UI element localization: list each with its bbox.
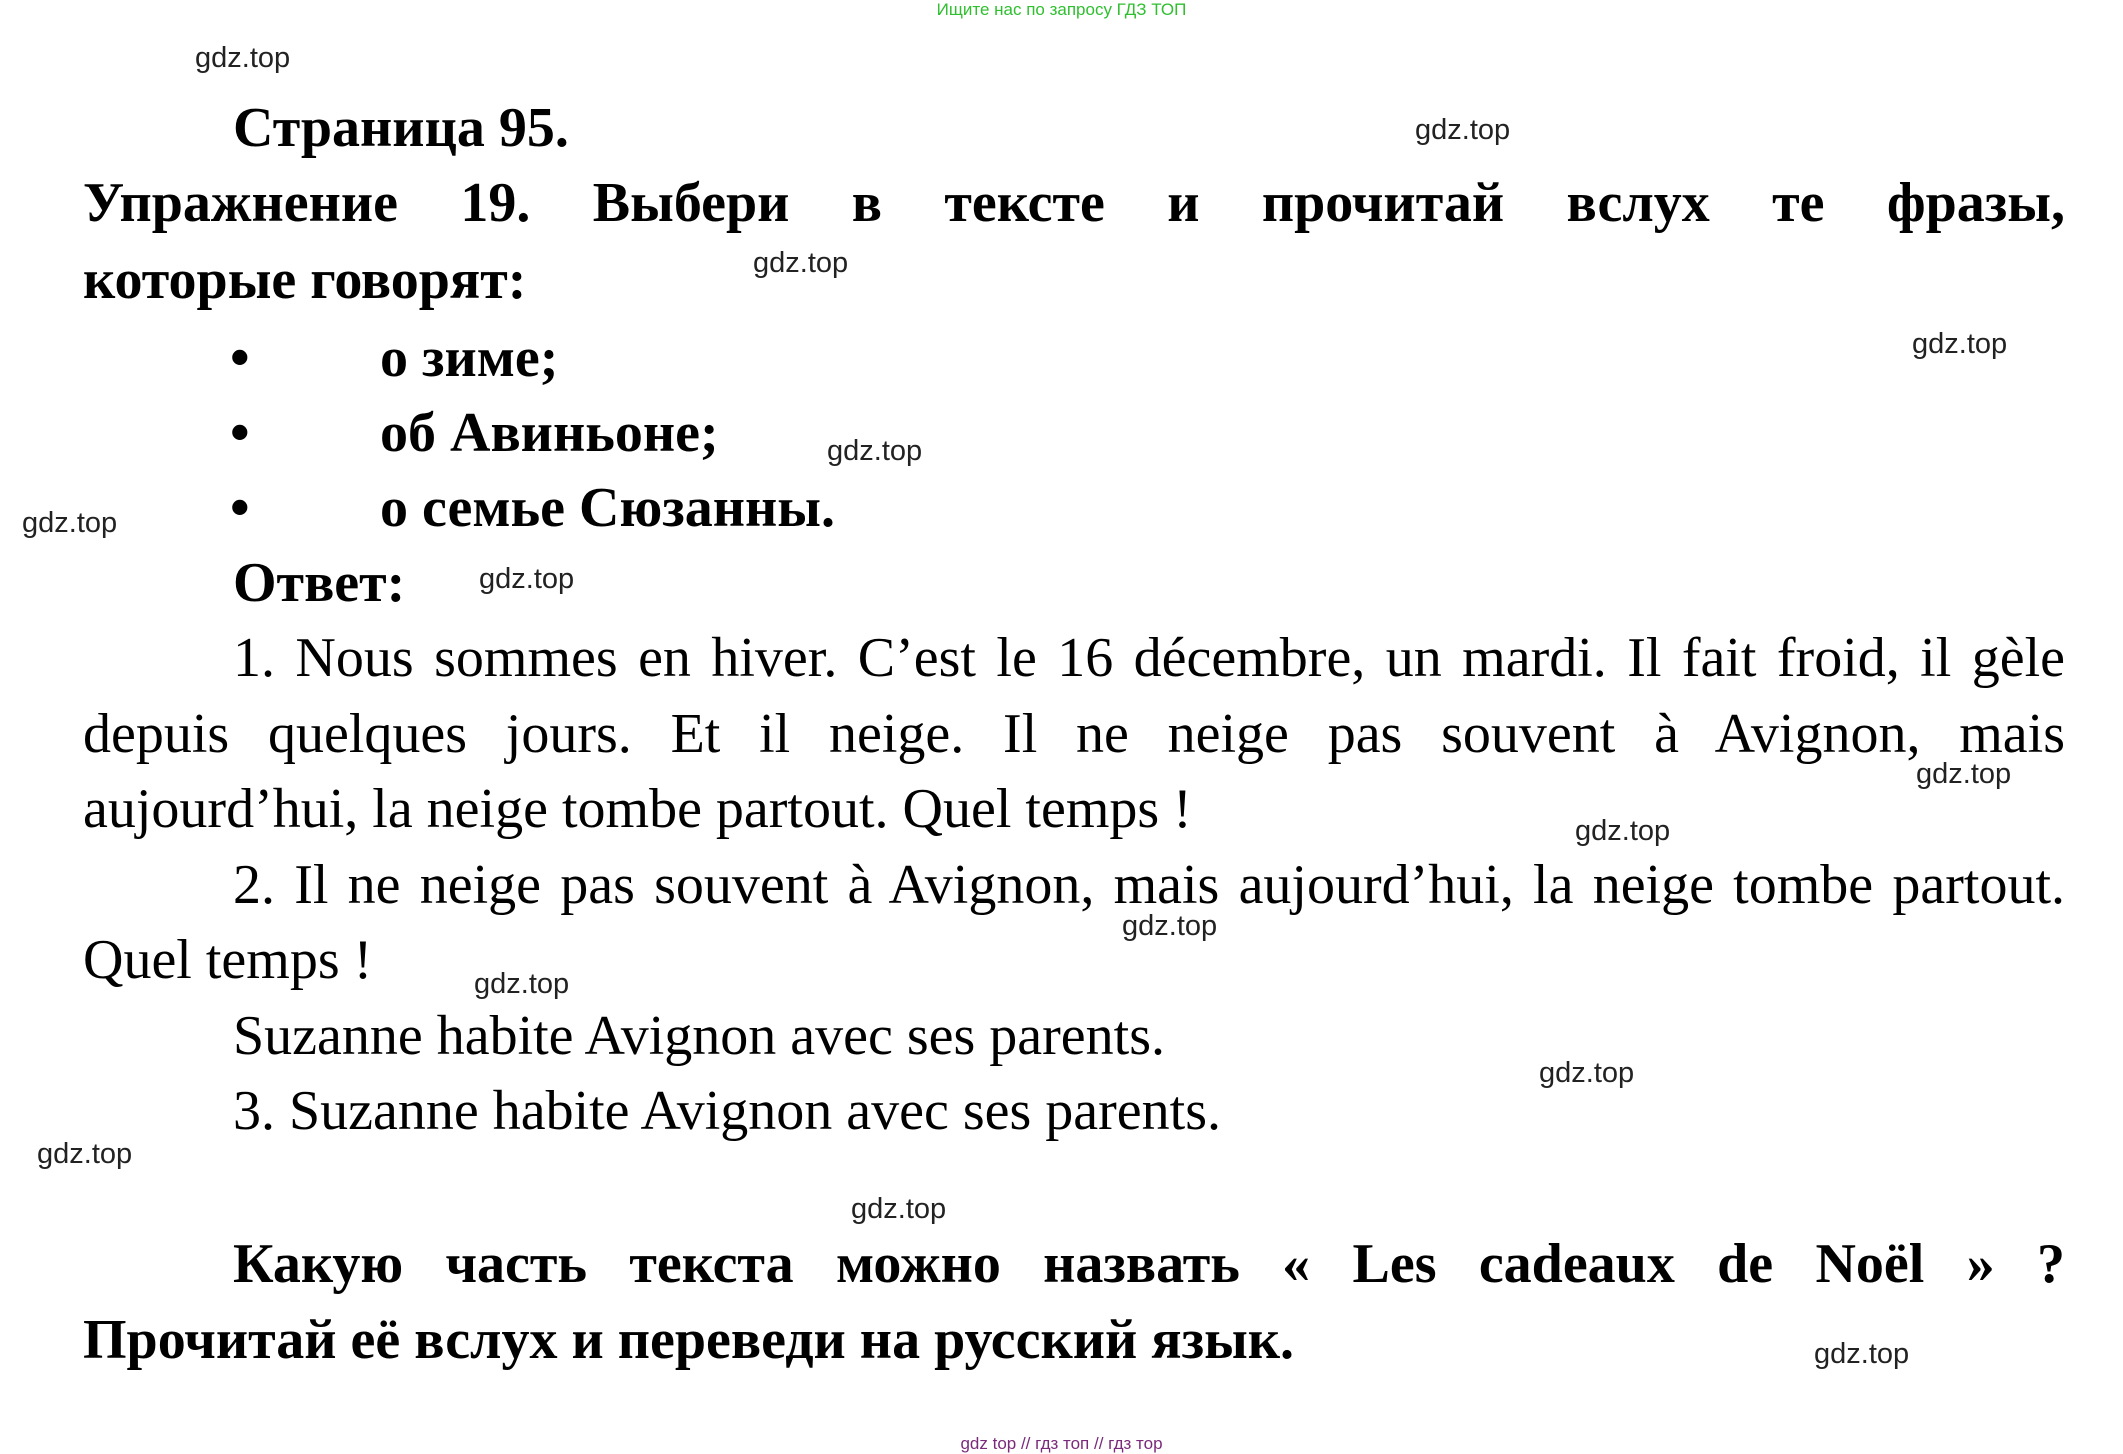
watermark: gdz.top <box>479 563 575 595</box>
question-heading: Какую часть текста можно назвать « Les cadeaux de Noël » ? <box>233 1233 2065 1295</box>
watermark: gdz.top <box>1912 328 2008 360</box>
watermark: gdz.top <box>851 1193 947 1225</box>
watermark: gdz.top <box>827 435 923 467</box>
watermark: gdz.top <box>474 968 570 1000</box>
answer-line: depuis quelques jours. Et il neige. Il ne neige pas souvent à Avignon, mais <box>83 703 2065 765</box>
answer-line: 3. Suzanne habite Avignon avec ses parents. <box>233 1080 1222 1142</box>
answer-line: Suzanne habite Avignon avec ses parents. <box>233 1005 1166 1067</box>
answer-line: 1. Nous sommes en hiver. C’est le 16 décembre, un mardi. Il fait froid, il gèle <box>233 627 2065 689</box>
bullet-dot: • <box>230 477 250 539</box>
answer-line: 2. Il ne neige pas souvent à Avignon, mais aujourd’hui, la neige tombe partout. <box>233 854 2065 916</box>
page-title: Страница 95. <box>233 97 569 159</box>
bullet-winter: о зиме; <box>380 327 559 389</box>
footer-links[interactable]: gdz top // гдз топ // гдз тор <box>960 1434 1163 1453</box>
bullet-dot: • <box>230 402 250 464</box>
watermark: gdz.top <box>753 247 849 279</box>
bullet-avignon: об Авиньоне; <box>380 402 719 464</box>
answer-line: aujourd’hui, la neige tombe partout. Quel temps ! <box>83 778 1192 840</box>
top-banner[interactable]: Ищите нас по запросу ГДЗ ТОП <box>936 0 1187 19</box>
watermark: gdz.top <box>1122 910 1218 942</box>
watermark: gdz.top <box>1415 114 1511 146</box>
watermark: gdz.top <box>37 1138 133 1170</box>
answer-line: Quel temps ! <box>83 929 373 991</box>
watermark: gdz.top <box>195 42 291 74</box>
watermark: gdz.top <box>1916 758 2012 790</box>
watermark: gdz.top <box>1539 1057 1635 1089</box>
answer-label: Ответ: <box>233 552 406 614</box>
exercise-heading: Упражнение 19. Выбери в тексте и прочитай вслух те фразы, <box>83 172 2065 234</box>
watermark: gdz.top <box>1575 815 1671 847</box>
watermark: gdz.top <box>1814 1338 1910 1370</box>
question-heading-cont: Прочитай её вслух и переведи на русский язык. <box>83 1309 1295 1371</box>
bullet-dot: • <box>230 327 250 389</box>
exercise-heading-cont: которые говорят: <box>83 249 527 311</box>
bullet-family: о семье Сюзанны. <box>380 477 835 539</box>
watermark: gdz.top <box>22 507 118 539</box>
